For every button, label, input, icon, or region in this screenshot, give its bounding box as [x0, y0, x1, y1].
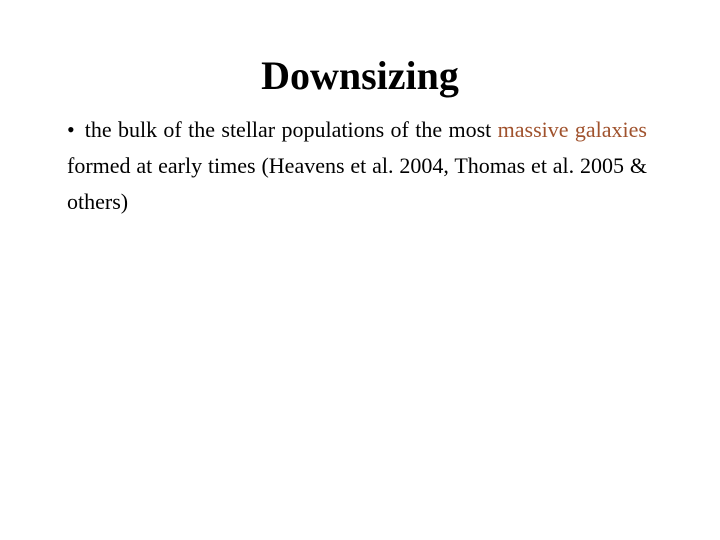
bullet-text-prefix: the bulk of the stellar populations of the most	[84, 117, 492, 142]
slide-title: Downsizing	[261, 53, 459, 98]
bullet-list	[67, 112, 647, 220]
bullet-item	[67, 112, 647, 220]
bullet-marker: •	[67, 117, 75, 142]
bullet-highlight-text: massive galaxies	[497, 117, 647, 142]
bullet-text-suffix: formed at early times (Heavens et al. 2004, Thomas et al. 2005 & others)	[67, 153, 647, 214]
